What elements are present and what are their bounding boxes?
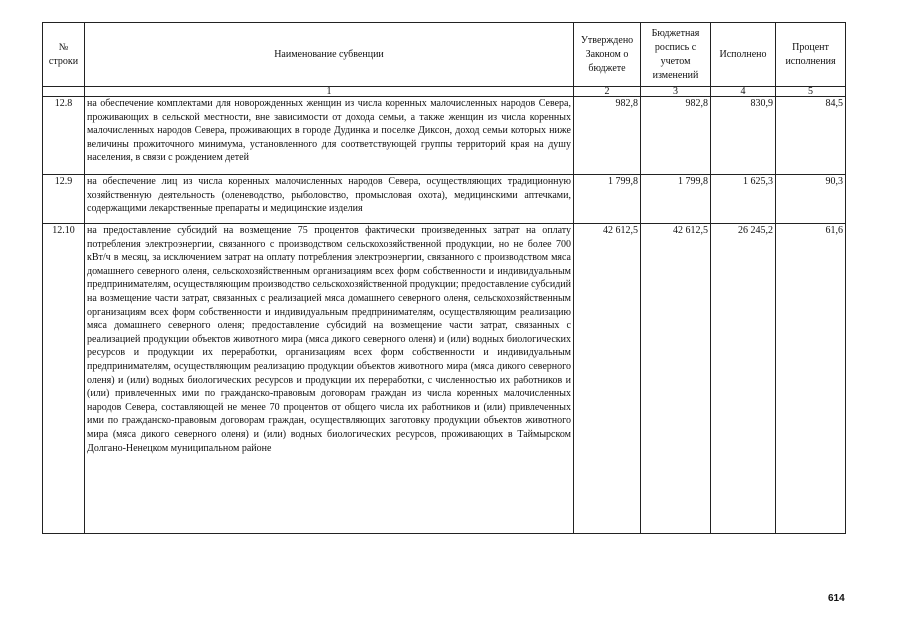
approved-value: 982,8: [574, 97, 641, 175]
header-subvention-name: Наименование субвенции: [85, 23, 574, 87]
budget-schedule-value: 42 612,5: [641, 224, 711, 534]
header-approved-by-law: Утверждено Законом о бюджете: [574, 23, 641, 87]
header-budget-schedule: Бюджетная роспись с учетом изменений: [641, 23, 711, 87]
header-executed: Исполнено: [711, 23, 776, 87]
header-row-number: № строки: [43, 23, 85, 87]
row-number: 12.10: [43, 224, 85, 534]
approved-value: 42 612,5: [574, 224, 641, 534]
approved-value: 1 799,8: [574, 175, 641, 224]
header-row: [43, 23, 846, 87]
table-row: [43, 224, 846, 534]
subvention-table: [42, 22, 846, 534]
header-execution-percent: Процент исполнения: [776, 23, 846, 87]
column-number: 5: [776, 87, 846, 97]
column-number: [43, 87, 85, 97]
row-number: 12.8: [43, 97, 85, 175]
column-number: 3: [641, 87, 711, 97]
subvention-name: на предоставление субсидий на возмещение 75 процентов фактически произведенных затрат на оплату потребления электроэнергии, связанного с производством сельскохозяйственной продукции, но не более 700 кВт/ч в месяц, за исключением затрат на оплату потребления электроэнергии, связанного с производством мяса домашнего северного оленя, сельскохозяйственным организациям всех форм собственности и индивидуальным предпринимателям, осуществляющим производство сельскохозяйственной продукции; предоставление субсидий на возмещение части затрат, связанных с реализацией мяса домашнего северного оленя, сельскохозяйственным организациям всех форм собственности и индивидуальным предпринимателям, осуществляющим реализацию мяса домашнего северного оленя; предоставление субсидий на возмещение части затрат, связанных с реализацией продукции объектов животного мира (мяса дикого северного оленя) и (или) водных биологических ресурсов и продукции их переработки, организациям всех форм собственности и индивидуальным предпринимателям, осуществляющим реализацию продукции объектов животного мира (мяса дикого северного оленя) и (или) водных биологических ресурсов и продукции их переработки, с численностью их работников и (или) привлеченных ими по гражданско-правовым договорам граждан из числа коренных малочисленных народов Севера, составляющей не менее 70 процентов от общего числа их работников и (или) привлеченных ими по гражданско-правовым договорам граждан, осуществляющих заготовку продукции объектов животного мира (мяса дикого северного оленя) и (или) водных биологических ресурсов, проживающих в Таймырском Долгано-Ненецком муниципальном районе: [85, 224, 574, 534]
page-number: 614: [828, 593, 845, 604]
column-numbers-row: [43, 87, 846, 97]
table-row: [43, 97, 846, 175]
table-row: [43, 175, 846, 224]
percent-value: 61,6: [776, 224, 846, 534]
executed-value: 26 245,2: [711, 224, 776, 534]
executed-value: 830,9: [711, 97, 776, 175]
subvention-name: на обеспечение комплектами для новорожденных женщин из числа коренных малочисленных народов Севера, проживающих в сельской местности, вне зависимости от дохода семьи, а также женщин из числа коренных малочисленных народов Севера, проживающих в городе Дудинка и поселке Диксон, доход семьи которых ниже величины прожиточного минимума, установленного для соответствующей группы территорий края на душу населения, в связи с рождением детей: [85, 97, 574, 175]
column-number: 2: [574, 87, 641, 97]
percent-value: 84,5: [776, 97, 846, 175]
column-number: 4: [711, 87, 776, 97]
budget-schedule-value: 982,8: [641, 97, 711, 175]
executed-value: 1 625,3: [711, 175, 776, 224]
row-number: 12.9: [43, 175, 85, 224]
percent-value: 90,3: [776, 175, 846, 224]
subvention-name: на обеспечение лиц из числа коренных малочисленных народов Севера, осуществляющих традиционную хозяйственную деятельность (оленеводство, рыболовство, промысловая охота), медицинскими аптечками, содержащими лекарственные препараты и медицинские изделия: [85, 175, 574, 224]
column-number: 1: [85, 87, 574, 97]
budget-schedule-value: 1 799,8: [641, 175, 711, 224]
